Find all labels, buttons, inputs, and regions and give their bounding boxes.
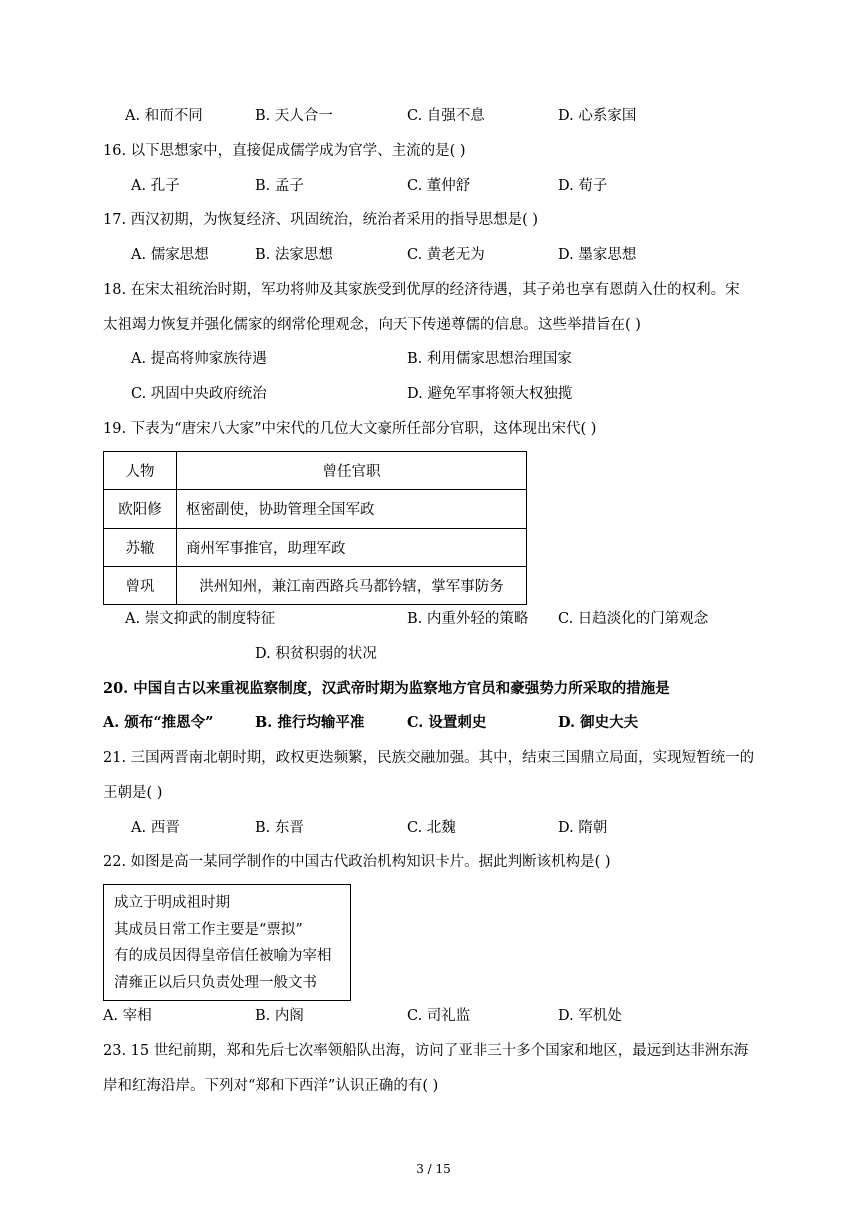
q18-option-d: D. 避免军事将领大权独揽	[407, 386, 573, 402]
table-row	[104, 528, 527, 566]
q20-stem: 20. 中国自古以来重视监察制度，汉武帝时期为监察地方官员和豪强势力所采取的措施是	[103, 680, 670, 697]
table-cell: 苏辙	[104, 528, 177, 566]
q18-option-b: B. 利用儒家思想治理国家	[407, 351, 572, 367]
q17-option-c: C. 黄老无为	[407, 247, 485, 263]
q16-option-b: B. 孟子	[255, 178, 304, 194]
table-cell: 枢密副使，协助管理全国军政	[177, 490, 527, 528]
q15-option-c: C. 自强不息	[407, 108, 485, 124]
q16-option-a: A. 孔子	[131, 178, 180, 194]
q17-stem: 17. 西汉初期，为恢复经济、巩固统治，统治者采用的指导思想是( )	[103, 212, 539, 228]
q17-option-d: D. 墨家思想	[558, 247, 637, 263]
q19-option-b: B. 内重外轻的策略	[407, 611, 529, 627]
q22-option-b: B. 内阁	[255, 1008, 304, 1024]
q16-option-c: C. 董仲舒	[407, 178, 471, 194]
card-line: 清雍正以后只负责处理一般文书	[114, 974, 317, 991]
q19-option-a: A. 崇文抑武的制度特征	[125, 611, 276, 627]
table-header-row	[104, 452, 527, 490]
card-line: 其成员日常工作主要是“票拟”	[114, 921, 303, 938]
q21-option-c: C. 北魏	[407, 820, 456, 836]
q20-option-a: A. 颁布“推恩令”	[103, 714, 214, 731]
q17-option-a: A. 儒家思想	[131, 247, 209, 263]
card-line: 有的成员因得皇帝信任被喻为宰相	[114, 948, 332, 964]
q21-stem-line-1: 21. 三国两晋南北朝时期，政权更迭频繁，民族交融加强。其中，结束三国鼎立局面，实现短暂统一的	[103, 750, 755, 766]
q19-option-d: D. 积贫积弱的状况	[255, 646, 377, 662]
table-row	[104, 566, 527, 604]
q15-option-d: D. 心系家国	[558, 108, 637, 124]
q21-option-a: A. 西晋	[131, 820, 180, 836]
q18-stem-line-1: 18. 在宋太祖统治时期，军功将帅及其家族受到优厚的经济待遇，其子弟也享有恩荫入仕的权利。宋	[103, 282, 740, 298]
q22-option-d: D. 军机处	[558, 1008, 622, 1024]
q15-option-b: B. 天人合一	[255, 108, 333, 124]
page-number: 3 / 15	[416, 1162, 451, 1176]
q19-option-c: C. 日趋淡化的门第观念	[558, 611, 709, 627]
q20-option-b: B. 推行均输平准	[255, 714, 365, 731]
q18-option-a: A. 提高将帅家族待遇	[131, 351, 267, 367]
knowledge-card	[103, 884, 351, 1001]
table-cell: 商州军事推官，助理军政	[177, 528, 527, 566]
table-cell: 欧阳修	[104, 490, 177, 528]
q21-option-d: D. 隋朝	[558, 820, 608, 836]
q22-option-c: C. 司礼监	[407, 1008, 471, 1024]
q20-option-d: D. 御史大夫	[558, 714, 639, 731]
q16-stem: 16. 以下思想家中，直接促成儒学成为官学、主流的是( )	[103, 143, 466, 159]
q21-option-b: B. 东晋	[255, 820, 304, 836]
table-row	[104, 490, 527, 528]
official-posts-table	[103, 451, 527, 605]
q16-option-d: D. 荀子	[558, 178, 608, 194]
q23-stem-line-1: 23. 15 世纪前期，郑和先后七次率领船队出海，访问了亚非三十多个国家和地区，最远到达非洲东海	[103, 1043, 749, 1059]
q23-stem-line-2: 岸和红海沿岸。下列对“郑和下西洋”认识正确的有( )	[103, 1078, 439, 1094]
q17-option-b: B. 法家思想	[255, 247, 333, 263]
q18-stem-line-2: 太祖竭力恢复并强化儒家的纲常伦理观念，向天下传递尊儒的信息。这些举措旨在( )	[103, 317, 641, 333]
q22-option-a: A. 宰相	[103, 1008, 152, 1024]
card-line: 成立于明成祖时期	[114, 895, 230, 911]
table-cell: 曾巩	[104, 566, 177, 604]
table-header-cell: 人物	[104, 452, 177, 490]
q15-option-a: A. 和而不同	[125, 108, 203, 124]
q19-stem: 19. 下表为“唐宋八大家”中宋代的几位大文豪所任部分官职，这体现出宋代( )	[103, 421, 597, 437]
q18-option-c: C. 巩固中央政府统治	[131, 386, 267, 402]
table-cell: 洪州知州，兼江南西路兵马都钤辖，掌军事防务	[177, 566, 527, 604]
q20-option-c: C. 设置刺史	[407, 714, 487, 731]
table-header-cell: 曾任官职	[177, 452, 527, 490]
q21-stem-line-2: 王朝是( )	[103, 785, 163, 801]
q22-stem: 22. 如图是高一某同学制作的中国古代政治机构知识卡片。据此判断该机构是( )	[103, 854, 611, 870]
